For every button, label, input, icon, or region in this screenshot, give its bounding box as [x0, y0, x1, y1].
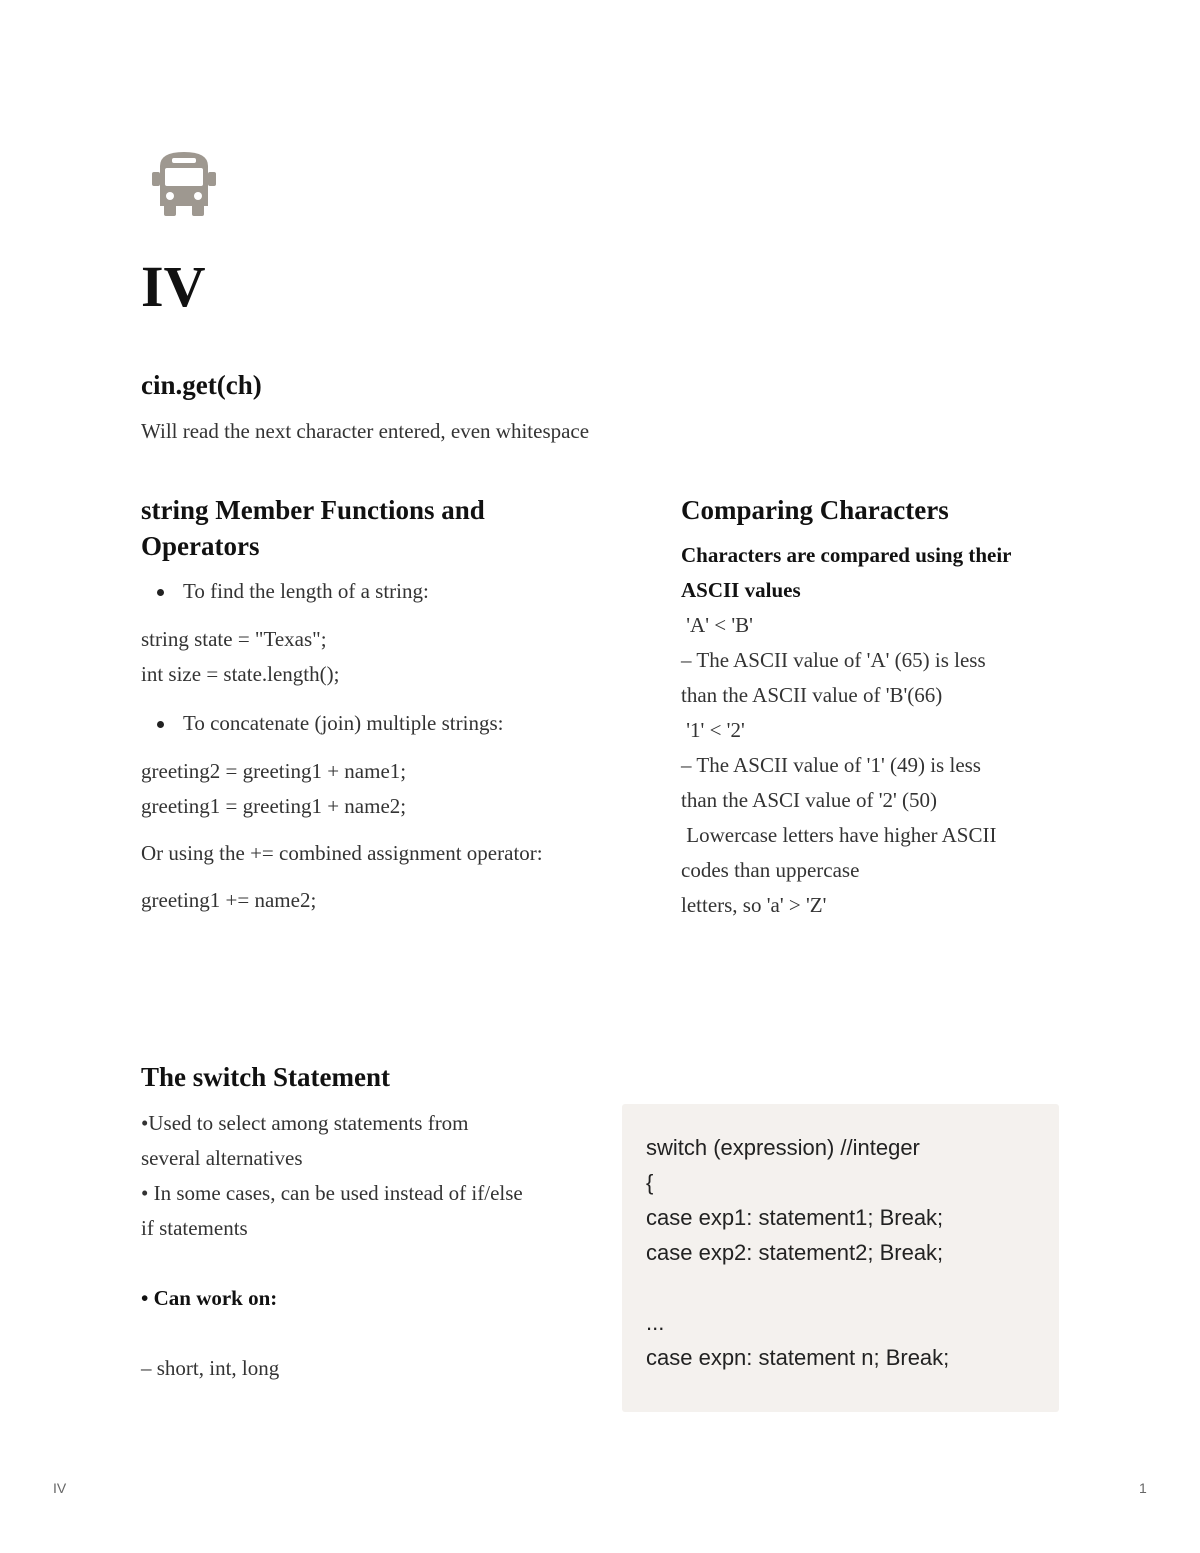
- comparing-body: [681, 538, 1081, 923]
- section-heading-cinget: cin.get(ch): [141, 370, 262, 400]
- text-line: letters, so 'a' > 'Z': [681, 893, 827, 917]
- text-line: codes than uppercase: [681, 858, 860, 882]
- code-line: case exp1: statement1; Break;: [646, 1205, 944, 1230]
- code-line: greeting2 = greeting1 + name1;: [141, 759, 407, 783]
- section-heading-comparing: Comparing Characters: [681, 495, 949, 525]
- page-title: IV: [141, 254, 206, 319]
- text-line: – short, int, long: [141, 1356, 280, 1380]
- code-snippet-concat: [141, 754, 601, 824]
- text-line: Lowercase letters have higher ASCII: [681, 823, 997, 847]
- section-heading-switch: The switch Statement: [141, 1062, 390, 1092]
- text-line: – The ASCII value of 'A' (65) is less: [681, 648, 986, 672]
- code-line: case exp2: statement2; Break;: [646, 1240, 944, 1265]
- paragraph: Or using the += combined assignment operator:: [141, 841, 543, 865]
- code-snippet-length: [141, 622, 601, 692]
- text-line: •Used to select among statements from: [141, 1111, 469, 1135]
- bus-icon: [150, 148, 218, 218]
- code-line: case expn: statement n; Break;: [646, 1345, 950, 1370]
- code-line: greeting1 = greeting1 + name2;: [141, 794, 407, 818]
- string-functions-section: [141, 492, 601, 918]
- text-line: than the ASCI value of '2' (50): [681, 788, 938, 812]
- text-line: than the ASCII value of 'B'(66): [681, 683, 943, 707]
- switch-description: [141, 1106, 591, 1386]
- text-line: '1' < '2': [681, 718, 745, 742]
- code-line: {: [646, 1170, 654, 1195]
- bold-line: • Can work on:: [141, 1286, 278, 1310]
- text-line: 'A' < 'B': [681, 613, 753, 637]
- code-line: greeting1 += name2;: [141, 888, 317, 912]
- heading-line: string Member Functions and: [141, 495, 485, 525]
- switch-code-block: [622, 1104, 1059, 1412]
- bullet-list: [141, 574, 601, 609]
- bold-line: ASCII values: [681, 578, 801, 602]
- text-line: • In some cases, can be used instead of if/else: [141, 1181, 523, 1205]
- code-line: [646, 1270, 1035, 1305]
- text-line: if statements: [141, 1216, 248, 1240]
- list-item: To concatenate (join) multiple strings:: [141, 706, 601, 741]
- list-item: To find the length of a string:: [141, 574, 601, 609]
- page-number: 1: [1139, 1480, 1147, 1496]
- text-line: – The ASCII value of '1' (49) is less: [681, 753, 981, 777]
- code-line: switch (expression) //integer: [646, 1135, 920, 1160]
- code-line: string state = "Texas";: [141, 627, 327, 651]
- footer-title: IV: [53, 1480, 67, 1496]
- comparing-characters-section: [681, 492, 1081, 923]
- bold-line: Characters are compared using their: [681, 543, 1012, 567]
- bullet-list: [141, 706, 601, 741]
- text-line: several alternatives: [141, 1146, 303, 1170]
- heading-line: Operators: [141, 531, 260, 561]
- section-heading-string-functions: [141, 492, 601, 564]
- cinget-description: Will read the next character entered, even whitespace: [141, 419, 590, 443]
- code-line: ...: [646, 1310, 665, 1335]
- code-line: int size = state.length();: [141, 662, 340, 686]
